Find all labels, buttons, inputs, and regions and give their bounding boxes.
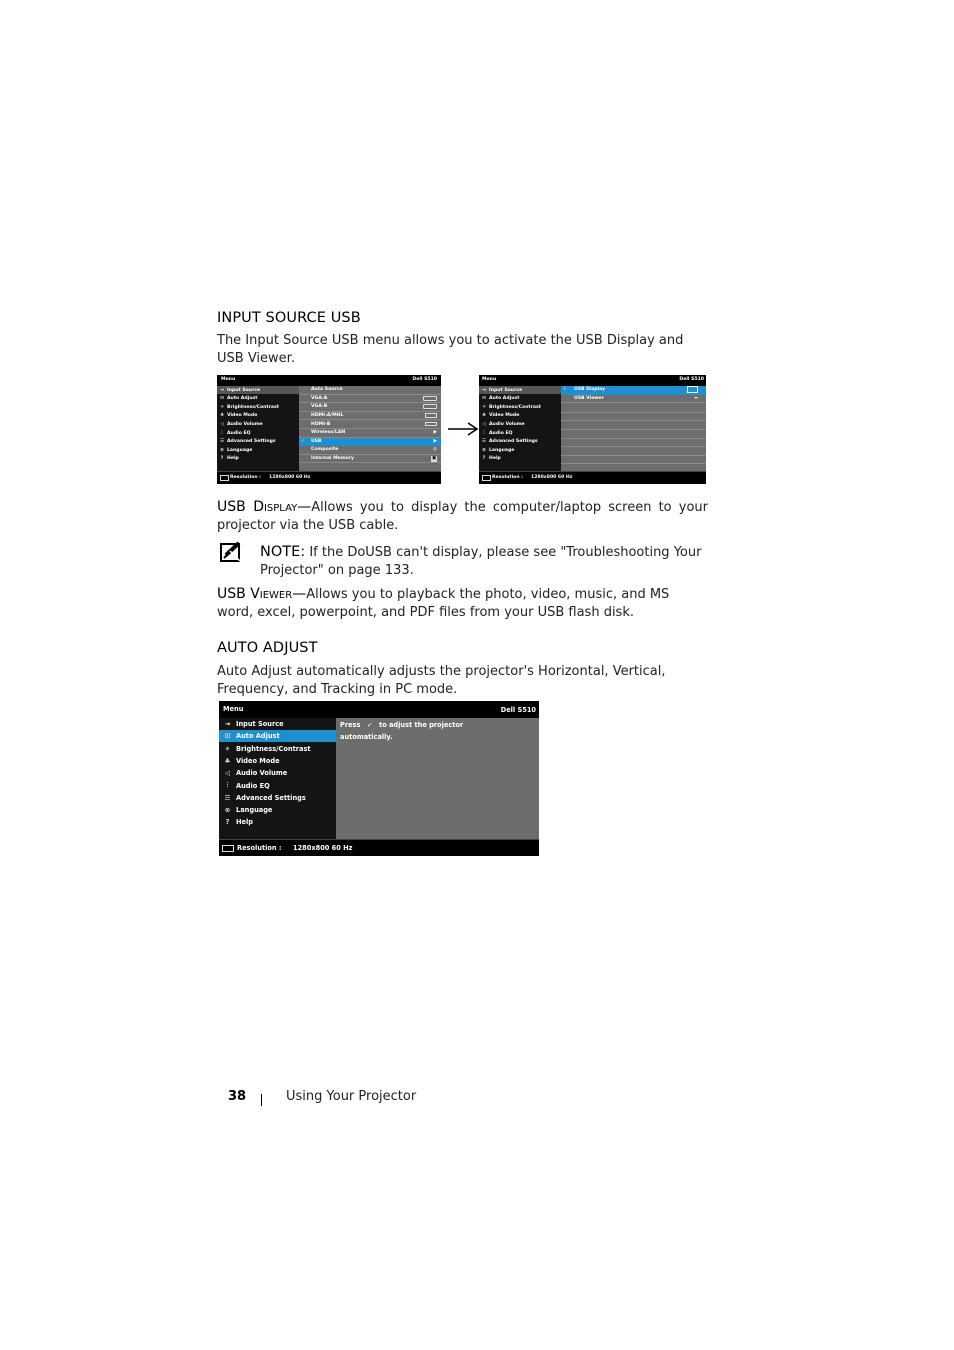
auto-adjust-icon: ⊡ (482, 396, 486, 402)
osd-menu-item[interactable]: ♣ Video Mode (219, 755, 336, 767)
usb-display-paragraph (217, 498, 708, 535)
osd-screenshot-usb (479, 375, 706, 484)
checkmark-icon: ✓ (366, 721, 373, 729)
osd-separator (561, 429, 706, 430)
osd-menu-item[interactable]: ⇥ Input Source (219, 718, 336, 730)
osd-main-menu (217, 386, 299, 472)
osd-menu-item[interactable]: ⊡ Auto Adjust (479, 395, 561, 403)
osd-menu-item[interactable]: ◁ Audio Volume (479, 420, 561, 428)
resolution-icon (482, 475, 491, 481)
auto-adjust-intro: Auto Adjust automatically adjusts the projector's Horizontal, Vertical, Frequency, and Tracking in PC mode. (217, 664, 666, 697)
osd-source-item-selected[interactable]: ✓ USB ▶ (299, 438, 441, 447)
note-pencil-icon (220, 541, 242, 563)
audio-volume-icon: ◁ (482, 421, 486, 427)
brightness-icon: ☀ (224, 744, 231, 753)
note-block (260, 543, 710, 580)
osd-menu-item[interactable]: ⇥ Input Source (479, 386, 561, 394)
usb-display-icon (687, 386, 698, 393)
osd-submenu-input-source (299, 386, 441, 472)
language-icon: ⊕ (482, 447, 486, 453)
input-source-icon: ⇥ (482, 387, 486, 393)
osd-menu-item[interactable]: ♣ Video Mode (217, 412, 299, 420)
osd-menu-item[interactable]: ◁ Audio Volume (217, 420, 299, 428)
osd-screenshot-input-source (217, 375, 441, 484)
osd-menu-item[interactable]: ⊡ Auto Adjust (217, 395, 299, 403)
osd-auto-adjust-panel (336, 718, 539, 840)
osd-menu-item[interactable]: ☰ Advanced Settings (217, 438, 299, 446)
osd-resolution-value: 1280x800 60 Hz (269, 475, 311, 480)
auto-adjust-icon: ⊡ (220, 396, 224, 402)
input-source-usb-intro: The Input Source USB menu allows you to activate the USB Display and USB Viewer. (217, 333, 684, 366)
osd-menu-item[interactable]: ☰ Advanced Settings (219, 792, 336, 804)
osd-menu-title: Menu (482, 377, 497, 382)
auto-adjust-icon: ⊡ (224, 732, 231, 741)
audio-volume-icon: ◁ (224, 769, 231, 778)
osd-menu-item[interactable]: ⫶ Audio EQ (219, 780, 336, 792)
audio-eq-icon: ⫶ (226, 781, 229, 789)
video-mode-icon: ♣ (481, 413, 487, 419)
osd-source-item[interactable]: VGA-B (299, 403, 441, 412)
osd-menu-item-selected[interactable]: ⊡ Auto Adjust (219, 730, 336, 742)
osd-model-label: Dell S510 (679, 377, 704, 382)
hdmi-icon (425, 422, 437, 427)
video-mode-icon: ♣ (219, 413, 225, 419)
osd-instruction: to adjust the projector (379, 721, 464, 729)
osd-separator (561, 412, 706, 413)
usb-viewer-term: USB Viewer— (217, 586, 307, 602)
note-text: If the DoUSB can't display, please see "Troubleshooting Your Projector" on page 133. (260, 545, 702, 578)
osd-separator (561, 455, 706, 456)
osd-usb-viewer-item[interactable]: USB Viewer ⭠ (561, 395, 706, 404)
video-mode-icon: ♣ (224, 756, 231, 765)
osd-source-item[interactable]: Auto Source (299, 386, 441, 395)
arrow-right-icon (447, 421, 479, 437)
checkmark-icon: ✓ (563, 387, 567, 393)
usb-viewer-paragraph (217, 585, 708, 622)
osd-menu-item[interactable]: ♣ Video Mode (479, 412, 561, 420)
osd-source-item[interactable]: Internal Memory ▣ (299, 455, 441, 464)
brightness-icon: ☀ (219, 404, 225, 410)
osd-model-label: Dell S510 (412, 377, 437, 382)
input-source-icon: ⇥ (220, 387, 224, 393)
input-source-icon: ⇥ (224, 720, 231, 728)
arrow-right-icon: ▶ (433, 430, 437, 436)
audio-volume-icon: ◁ (220, 421, 224, 427)
osd-source-item[interactable]: HDMI-B (299, 420, 441, 429)
osd-separator (561, 446, 706, 447)
section-heading-input-source-usb: INPUT SOURCE USB (217, 310, 361, 326)
osd-usb-display-item[interactable]: ✓ USB Display (561, 386, 706, 395)
brightness-icon: ☀ (481, 404, 487, 410)
osd-resolution-label: Resolution : (230, 475, 262, 480)
osd-menu-title: Menu (223, 705, 244, 713)
help-icon: ? (482, 456, 486, 462)
osd-menu-item[interactable]: ☰ Advanced Settings (479, 438, 561, 446)
osd-menu-item[interactable]: ? Help (217, 455, 299, 463)
usb-icon: ⭠ (694, 396, 698, 402)
osd-menu-item[interactable]: ⇥ Input Source (217, 386, 299, 394)
osd-menu-item[interactable]: ? Help (219, 816, 336, 828)
osd-menu-item[interactable]: ☀ Brightness/Contrast (217, 403, 299, 411)
osd-source-item[interactable]: HDMI-A/MHL (299, 412, 441, 421)
osd-menu-item[interactable]: ⫶ Audio EQ (479, 429, 561, 437)
osd-instruction-2: automatically. (340, 733, 393, 741)
osd-main-menu (219, 718, 336, 840)
advanced-settings-icon: ☰ (224, 793, 231, 802)
osd-resolution-value: 1280x800 60 Hz (531, 475, 573, 480)
note-label: NOTE: (260, 544, 306, 560)
memory-icon: ▣ (431, 455, 437, 461)
osd-source-item[interactable]: Wireless/LAN ▶ (299, 429, 441, 438)
page-number: 38 (228, 1089, 247, 1104)
osd-separator (561, 463, 706, 464)
footer-chapter-title: Using Your Projector (286, 1089, 417, 1104)
osd-menu-item[interactable]: ⊕ Language (219, 804, 336, 816)
arrow-right-icon: ▶ (433, 438, 437, 444)
help-icon: ? (225, 818, 230, 827)
osd-menu-item[interactable]: ⊕ Language (479, 446, 561, 454)
osd-menu-title: Menu (221, 377, 236, 382)
help-icon: ? (220, 456, 224, 462)
audio-eq-icon: ⫶ (483, 431, 485, 436)
osd-menu-item[interactable]: ☀ Brightness/Contrast (219, 743, 336, 755)
usb-viewer-text: Allows you to playback the photo, video, music, and MS word, excel, powerpoint, and PDF files from your USB flash disk. (217, 587, 670, 620)
osd-source-item[interactable]: VGA-A (299, 395, 441, 404)
osd-model-label: Dell S510 (500, 706, 536, 714)
osd-menu-item[interactable]: ⫶ Audio EQ (217, 429, 299, 437)
osd-resolution-label: Resolution : (237, 844, 282, 852)
osd-resolution-label: Resolution : (492, 475, 524, 480)
advanced-settings-icon: ☰ (219, 439, 225, 445)
language-icon: ⊕ (220, 447, 224, 453)
usb-display-text: Allows you to display the computer/laptop screen to your projector via the USB cable. (217, 500, 708, 533)
osd-resolution-value: 1280x800 60 Hz (293, 844, 353, 852)
hdmi-icon (425, 413, 437, 418)
osd-menu-item[interactable]: ⊕ Language (217, 446, 299, 454)
footer-divider (261, 1094, 262, 1106)
osd-menu-item[interactable]: ? Help (479, 455, 561, 463)
usb-display-term: USB Display— (217, 499, 312, 515)
osd-main-menu (479, 386, 561, 472)
checkmark-icon: ✓ (301, 438, 305, 444)
vga-icon (423, 404, 437, 409)
osd-separator (561, 438, 706, 439)
osd-separator (561, 420, 706, 421)
osd-screenshot-auto-adjust (219, 701, 539, 856)
osd-submenu-usb (561, 386, 706, 472)
section-heading-auto-adjust: AUTO ADJUST (217, 640, 318, 656)
resolution-icon (222, 845, 234, 852)
vga-icon (423, 396, 437, 401)
osd-source-item[interactable]: Composite ◎ (299, 446, 441, 455)
osd-press-label: Press (340, 721, 361, 729)
resolution-icon (220, 475, 229, 481)
language-icon: ⊕ (224, 806, 231, 815)
audio-eq-icon: ⫶ (221, 431, 223, 436)
osd-menu-item[interactable]: ◁ Audio Volume (219, 767, 336, 779)
osd-menu-item[interactable]: ☀ Brightness/Contrast (479, 403, 561, 411)
advanced-settings-icon: ☰ (481, 439, 487, 445)
composite-icon: ◎ (432, 447, 437, 453)
